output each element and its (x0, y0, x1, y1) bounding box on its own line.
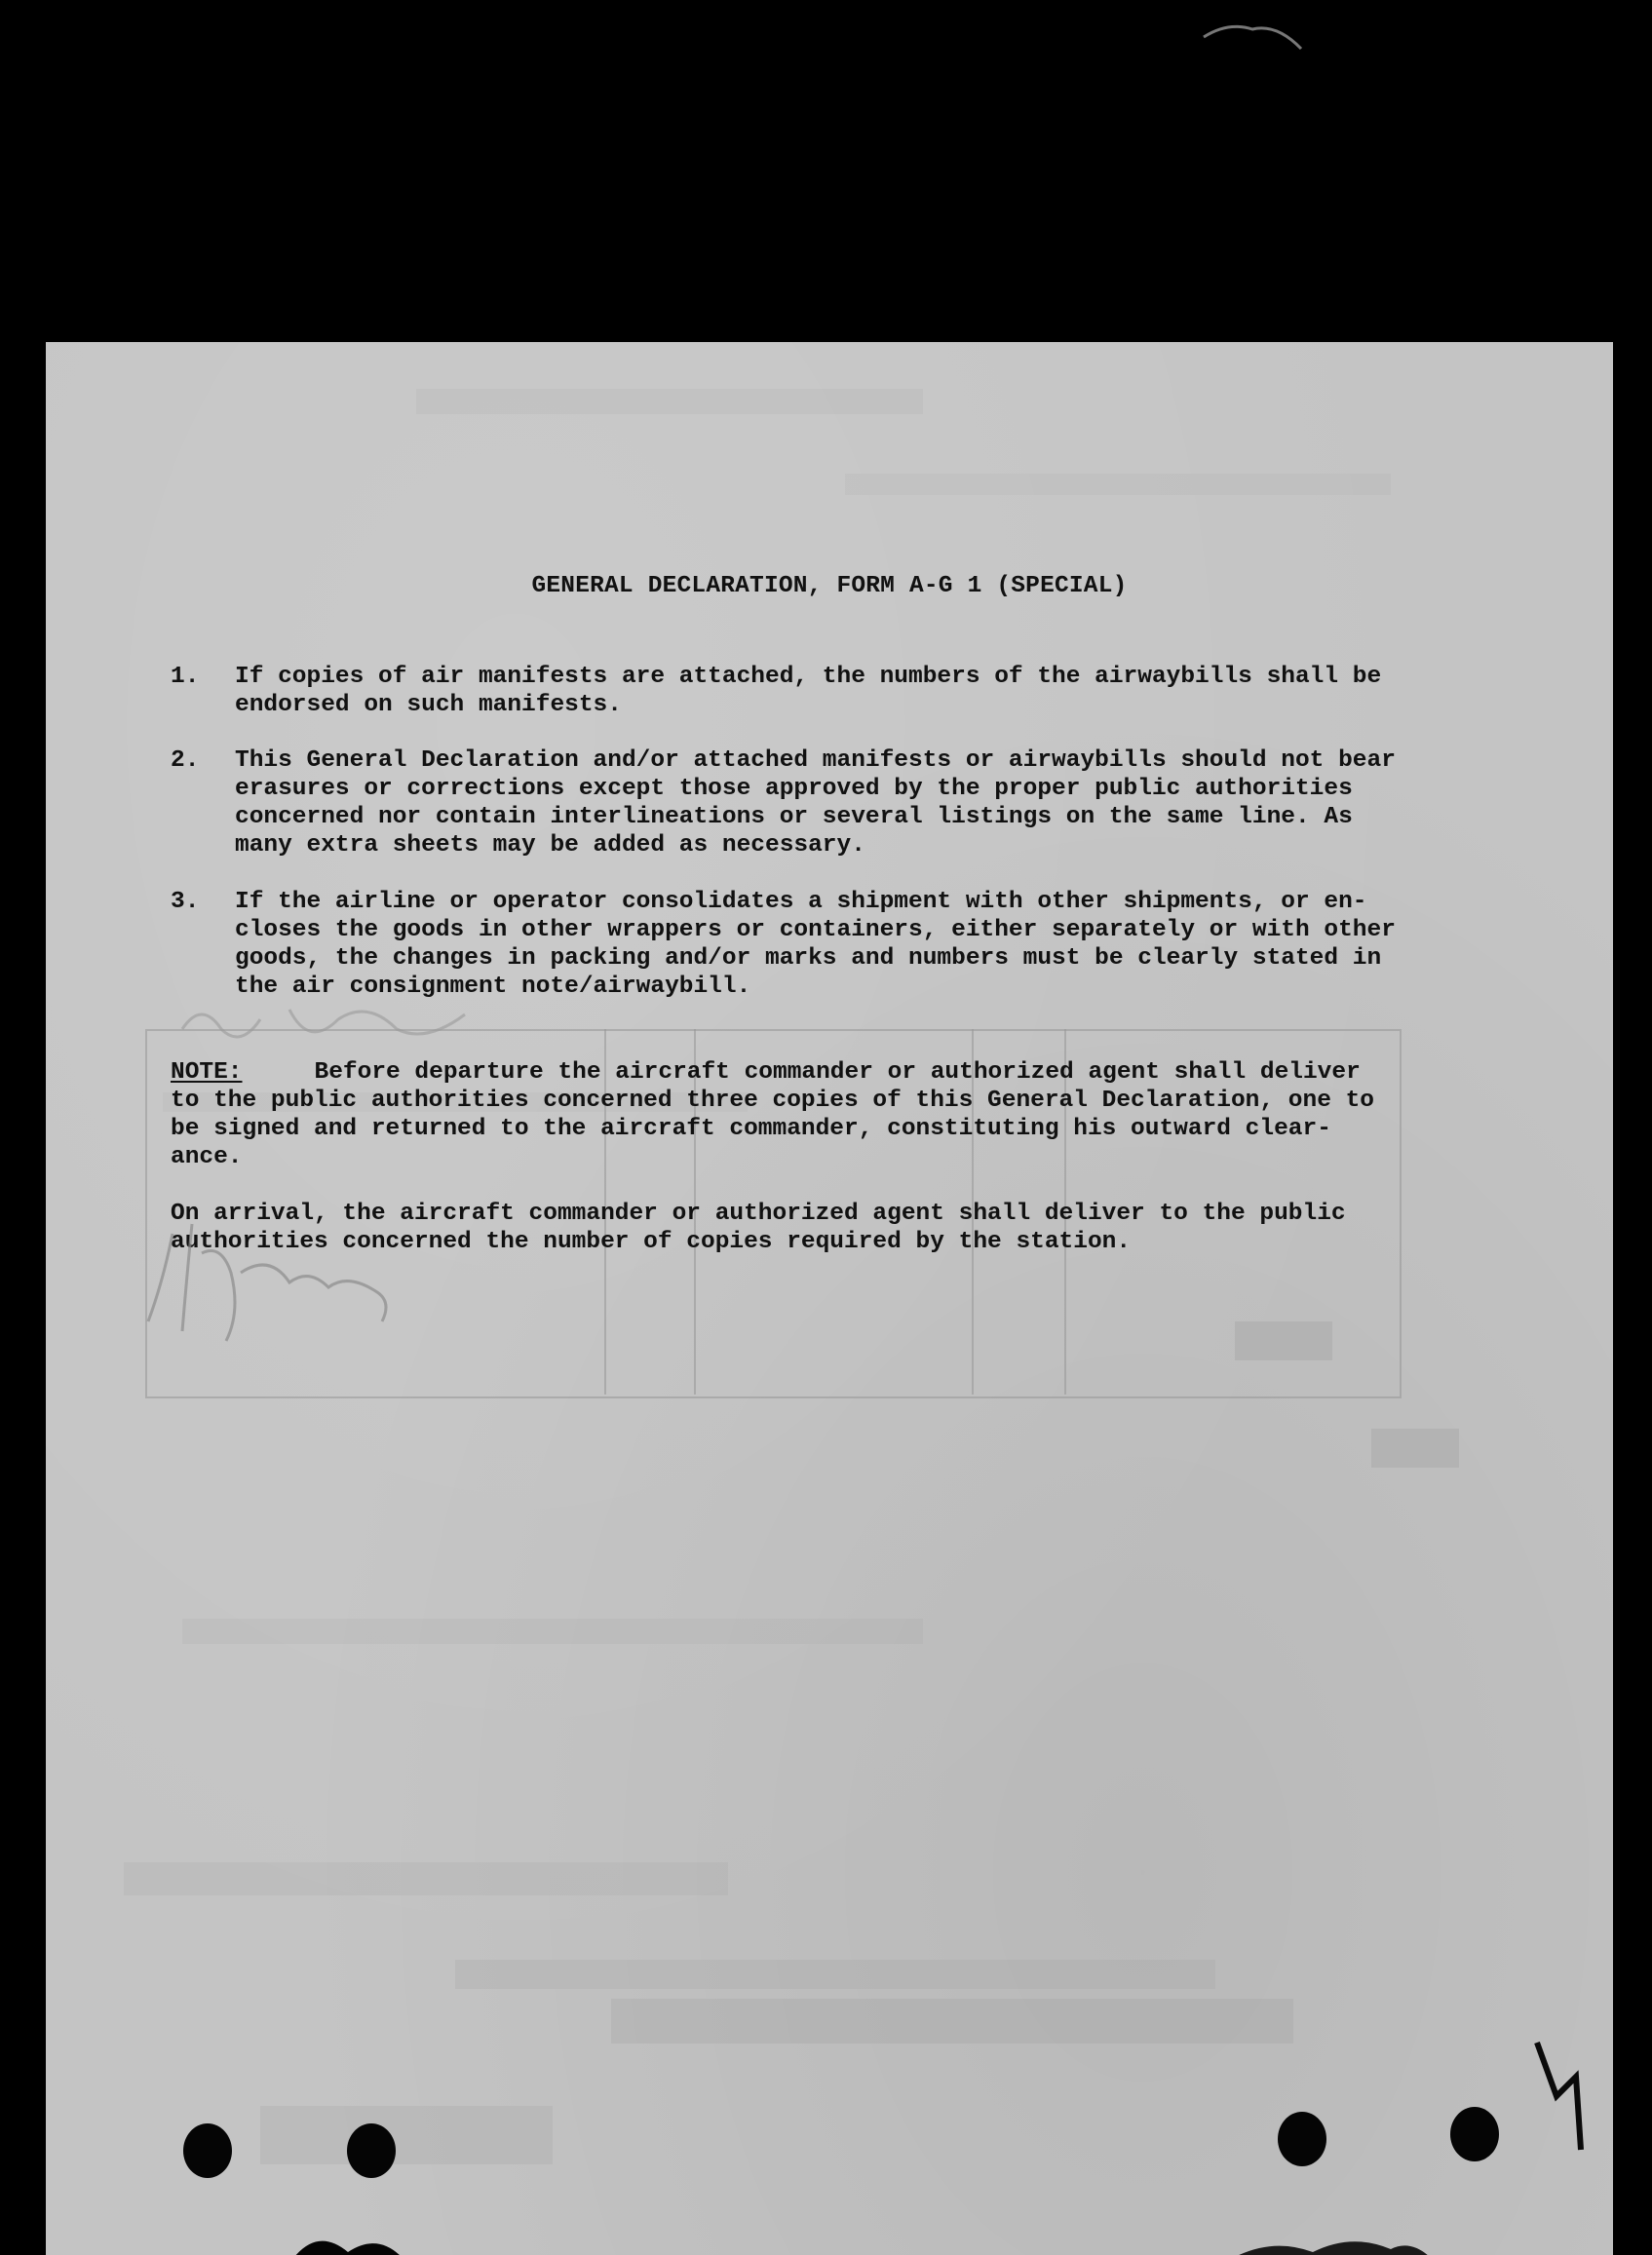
edge-tear-mark (1235, 2228, 1430, 2255)
note-line: be signed and returned to the aircraft commander, constituting his outward clear- (171, 1116, 1331, 1142)
scan-debris-mark (1199, 19, 1306, 58)
note-label: NOTE: (171, 1059, 243, 1086)
edge-tear-mark (289, 2223, 406, 2255)
note-first-line (171, 1058, 1519, 1087)
item-line: endorsed on such manifests. (235, 692, 622, 718)
note-line: to the public authorities concerned three copies of this General Declaration, one to (171, 1088, 1375, 1114)
item-line: This General Declaration and/or attached manifests or airwaybills should not bear (235, 747, 1396, 774)
punch-hole (347, 2123, 396, 2178)
note-paragraph (171, 1058, 1519, 1171)
document-page (46, 342, 1613, 2255)
note-line: ance. (171, 1144, 243, 1170)
arrival-line: On arrival, the aircraft commander or authorized agent shall deliver to the public (171, 1201, 1346, 1227)
bleed-through-text (182, 1619, 923, 1644)
bleed-through-handwriting (173, 990, 484, 1058)
bleed-through-text (845, 474, 1391, 495)
bleed-through-stamp (1235, 1321, 1332, 1360)
bleed-through-stamp (1371, 1429, 1459, 1468)
list-item (235, 746, 1519, 860)
item-line: concerned nor contain interlineations or several listings on the same line. As (235, 804, 1353, 830)
punch-hole (1450, 2107, 1499, 2161)
item-line: erasures or corrections except those approved by the proper public authorities (235, 776, 1353, 802)
bleed-through-text (124, 1862, 728, 1895)
page-title: GENERAL DECLARATION, FORM A-G 1 (SPECIAL) (531, 573, 1128, 599)
item-number: 3. (171, 889, 200, 915)
bleed-through-signature (134, 1214, 406, 1360)
item-line: many extra sheets may be added as necessary. (235, 832, 865, 859)
item-number: 1. (171, 664, 200, 690)
list-item (235, 888, 1519, 1001)
item-line: goods, the changes in packing and/or marks and numbers must be clearly stated in (235, 945, 1382, 972)
bleed-through-text (260, 2106, 553, 2164)
item-line: closes the goods in other wrappers or containers, either separately or with other (235, 917, 1396, 943)
note-line: Before departure the aircraft commander or authorized agent shall deliver (314, 1059, 1361, 1086)
item-line: the air consignment note/airwaybill. (235, 974, 751, 1000)
punch-hole (1278, 2112, 1326, 2166)
punch-hole (183, 2123, 232, 2178)
item-line: If the airline or operator consolidates a shipment with other shipments, or en- (235, 889, 1367, 915)
item-line: If copies of air manifests are attached, the numbers of the airwaybills shall be (235, 664, 1382, 690)
edge-tear-mark (1527, 2038, 1586, 2155)
item-number: 2. (171, 747, 200, 774)
bleed-through-text (455, 1960, 1215, 1989)
bleed-through-text (611, 1999, 1293, 2044)
bleed-through-text (416, 389, 923, 414)
arrival-line: authorities concerned the number of copies required by the station. (171, 1229, 1132, 1255)
list-item (235, 663, 1519, 719)
